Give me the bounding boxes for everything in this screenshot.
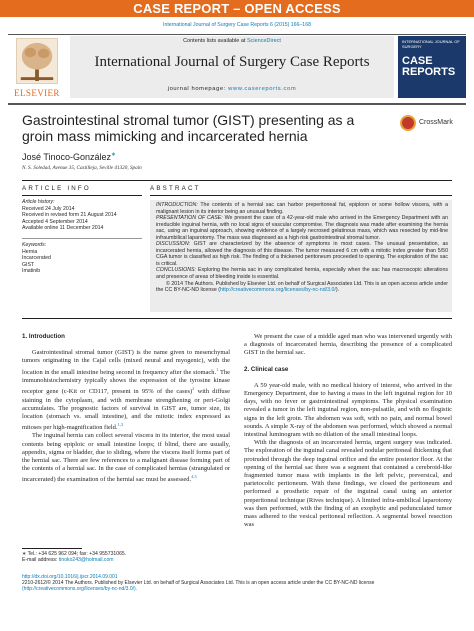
abstract-section-label: PRESENTATION OF CASE: <box>156 215 223 222</box>
footnote-rule <box>22 548 82 549</box>
open-access-banner: CASE REPORT – OPEN ACCESS <box>0 0 474 17</box>
elsevier-logo[interactable] <box>8 38 66 100</box>
abstract-paragraph <box>156 241 448 267</box>
author-footnote-mark[interactable]: ∗ <box>111 152 117 158</box>
keyword: GIST <box>22 261 35 268</box>
elsevier-wordmark: ELSEVIER <box>14 88 60 98</box>
masthead-top-rule <box>8 34 466 35</box>
abstract-paragraph <box>156 215 448 241</box>
author-line <box>22 151 116 162</box>
abstract-section-text: We present the case of a 42-year-old male who arrived in the Emergency Department with an irreducible inguinal hernia, with no local signs of vascular compromise. The diagnosis was made after examining the hernia sac, using an inguinal approach, showing evidence of a largely necrosed gelatinous mass, which was resected by mid-line infraumbilical laparotomy. The mass was diagnosed as a high risk gastrointestinal stromal tumor. <box>156 215 448 241</box>
contents-line <box>70 38 394 44</box>
cover-journal-line: INTERNATIONAL JOURNAL OF SURGERY <box>402 39 460 49</box>
crossmark-button[interactable] <box>400 115 458 133</box>
history-label: Article history: <box>22 199 55 205</box>
cover-title: CASE REPORTS <box>402 55 456 78</box>
abstract-section-label: CONCLUSIONS: <box>156 267 196 274</box>
doi-block <box>22 574 452 593</box>
copyright-text: © 2014 The Authors. Published by Elsevier Ltd. on behalf of Surgical Associates Ltd. This is an open access article under the CC BY-NC-ND license ( <box>156 280 448 294</box>
clinical-case-paragraph: A 59 year-old male, with no medical history of interest, who arrived in the Emergency Department, due to having a mass in the left inguinal region for 10 days, with no fever or gastrointestinal symptoms. The physical examination revealed a tumor in the left inguinal region, non-pulsatile, and with no flogistic signs in the left groin. The abdomen was soft, with no pain, and normal bowel sounds. A simple X-ray of the abdomen was performed, which showed a normal intestinal luminogram with no dilation of the small intestinal loops. <box>244 381 452 439</box>
intro-text: Gastrointestinal stromal tumor (GIST) is the name given to mesenchymal tumors originating in the Cajal cells (mixed neural and myogenic), with the location in the small intestine being second in frequency after the stomach. <box>22 349 230 376</box>
body-divider <box>22 318 452 319</box>
masthead-bottom-rule <box>8 103 466 105</box>
keyword: Incarcerated <box>22 255 51 262</box>
keyword: Imatinib <box>22 268 41 275</box>
crossmark-label: CrossMark <box>419 119 453 126</box>
clinical-case-paragraph: With the diagnosis of an incarcerated hernia, urgent surgery was indicated. The exploration of the inguinal canal revealed nodular peritoneal thickening that protruded through the deep inguinal orifice and the entire posterior floor. At the opening of the hernial sac there was a segment that contained a cerebroid-like fragmented tumor mass with implants in the left pelvic, preversical, and parietocolic peritoneum. With these findings, we closed the peritoneum and performed a prosthetic repair of the inguinal canal using an anterior preperitoneal technique (Rives technique). A limited infra-umbilical laparotomy was then performed, with the finding of an exophytic and pedunculated tumor mass adhered to the vesical peritoneal reflection. A segmental bowel resection was <box>244 439 452 529</box>
section-heading-clinical-case: 2. Clinical case <box>244 365 289 373</box>
email-label: E-mail address: <box>22 557 59 564</box>
citation-link[interactable]: 1,3 <box>117 422 124 428</box>
abstract-paragraph <box>156 267 448 280</box>
journal-citation-link[interactable]: International Journal of Surgery Case Reports 6 (2015) 166–168 <box>163 22 311 28</box>
introduction-paragraph <box>22 349 230 432</box>
history-item: Received 24 July 2014 <box>22 205 75 212</box>
homepage-link[interactable]: www.casereports.com <box>228 86 297 92</box>
history-item: Accepted 4 September 2014 <box>22 218 88 225</box>
journal-title: International Journal of Surgery Case Reports <box>94 54 370 70</box>
article-title: Gastrointestinal stromal tumor (GIST) presenting as a groin mass mimicking and incarcerated hernia <box>22 112 355 144</box>
homepage-prefix: journal homepage: <box>167 86 226 92</box>
license-url-link[interactable]: (http://creativecommons.org/licenses/by-nc-nd/3.0/). <box>22 586 138 593</box>
history-item: Received in revised form 21 August 2014 <box>22 212 117 219</box>
sciencedirect-link[interactable]: ScienceDirect <box>246 38 281 44</box>
citation-link[interactable]: 4,5 <box>191 474 197 480</box>
keywords-rule <box>22 238 142 239</box>
author-name[interactable]: José Tinoco-González <box>22 152 112 162</box>
journal-masthead <box>8 34 466 104</box>
keywords-block <box>22 242 142 275</box>
author-footnote <box>22 551 232 564</box>
introduction-paragraph <box>22 432 230 484</box>
abstract-section-text: Exploring the hernia sac in any complicated hernia, especially when the sac has macroscopic alterations and presence of areas of bleeding inside is essential. <box>156 267 448 281</box>
journal-homepage-line <box>70 86 394 92</box>
header-divider <box>22 180 452 181</box>
doi-link[interactable]: http://dx.doi.org/10.1016/j.ijscr.2014.09.001 <box>22 574 118 580</box>
footnote-contact: ∗ Tel.: +34 625 962 094; fax: +34 955731065. <box>22 551 127 557</box>
intro-text: The inguinal hernia can collect several viscera in its interior, the most usual contents being epiploic or small intestine loops; if blind, there are usually, appendix, sigma or bladder, due to sliding, where the viscera itself forms part of the hernial sac. There are few references to a malignant disease forming part of the contents of a hernial sac. In the case of complicated hernias (strangulated or incarcerated) the examination of the hernial sac must be assessed. <box>22 432 230 484</box>
article-info-heading: ARTICLE INFO <box>22 185 91 192</box>
abstract-body <box>156 202 448 294</box>
intro-text: with diffuse staining in the cytoplasm, and with membrane strengthening or peri-Golgi accumulates. The prognostic factors of survival in GIST are, tumor size, its location (stomach vs. small intestine), and the mitotic index expressed as mitoses per high-magnification field. <box>22 388 230 432</box>
abstract-paragraph <box>156 202 448 215</box>
intro-text: The immunohistochemistry typically shows the expression of the tyrosine kinase receptor gene (c-Kit or CD117, present in 95% of the cases) <box>22 368 230 396</box>
keyword: Hernia <box>22 248 38 255</box>
abstract-heading: ABSTRACT <box>150 185 201 192</box>
article-info-rule <box>22 195 142 196</box>
license-statement: 2210-2612/© 2014 The Authors. Published by Elsevier Ltd. on behalf of Surgical Associates Ltd. This is an open access article under the CC BY-NC-ND license <box>22 580 375 587</box>
body-column-right <box>244 333 452 529</box>
abstract-copyright <box>156 281 448 294</box>
abstract-section-label: INTRODUCTION: <box>156 202 198 208</box>
footnote-email-line <box>22 557 232 563</box>
introduction-paragraph: We present the case of a middle aged man who was intervened urgently with a diagnosis of incarcerated hernia, describing the presence of a complicated GIST in the hernial sac. <box>244 333 452 357</box>
citation-link[interactable]: 1 <box>216 366 219 372</box>
section-heading-introduction: 1. Introduction <box>22 333 65 340</box>
copyright-end: ). <box>335 287 340 294</box>
contents-prefix: Contents lists available at <box>183 38 246 44</box>
article-history <box>22 199 142 232</box>
history-item: Available online 11 December 2014 <box>22 225 104 232</box>
email-link[interactable]: tinoko243@hotmail.com <box>58 557 114 564</box>
crossmark-icon <box>400 115 416 131</box>
abstract-rule <box>150 195 452 196</box>
abstract-section-text: GIST are characterized by the absence of symptoms in most cases. The unusual presentation, as incarcerated hernia, allowed the diagnosis of this disease. The tumor measured 6 cm with a mitotic index greater than 5/50 CGA tumor is classified as high risk. The finding of a thickened peritoneum proceeded to opening. The exploration of the sac is critical. <box>156 241 448 267</box>
journal-cover-thumbnail[interactable] <box>398 36 466 98</box>
license-link[interactable]: http://creativecommons.org/licenses/by-nc-nd/3.0/ <box>220 287 336 294</box>
elsevier-tree-icon <box>16 38 58 84</box>
body-column-left <box>22 333 230 485</box>
citation-link[interactable]: 2 <box>192 386 195 392</box>
abstract-section-label: DISCUSSION: <box>156 241 191 248</box>
abstract-section-text: The contents of a hernial sac can harbor preperitoneal fat, epiploon or some hollow viscera, with a malignant lesion in its interior being an unusual finding. <box>156 202 448 215</box>
keywords-label: Keywords: <box>22 242 47 248</box>
author-affiliation: N. S. Soledad, Avenue 35, Castilleja, Seville 41320, Spain <box>22 165 142 171</box>
